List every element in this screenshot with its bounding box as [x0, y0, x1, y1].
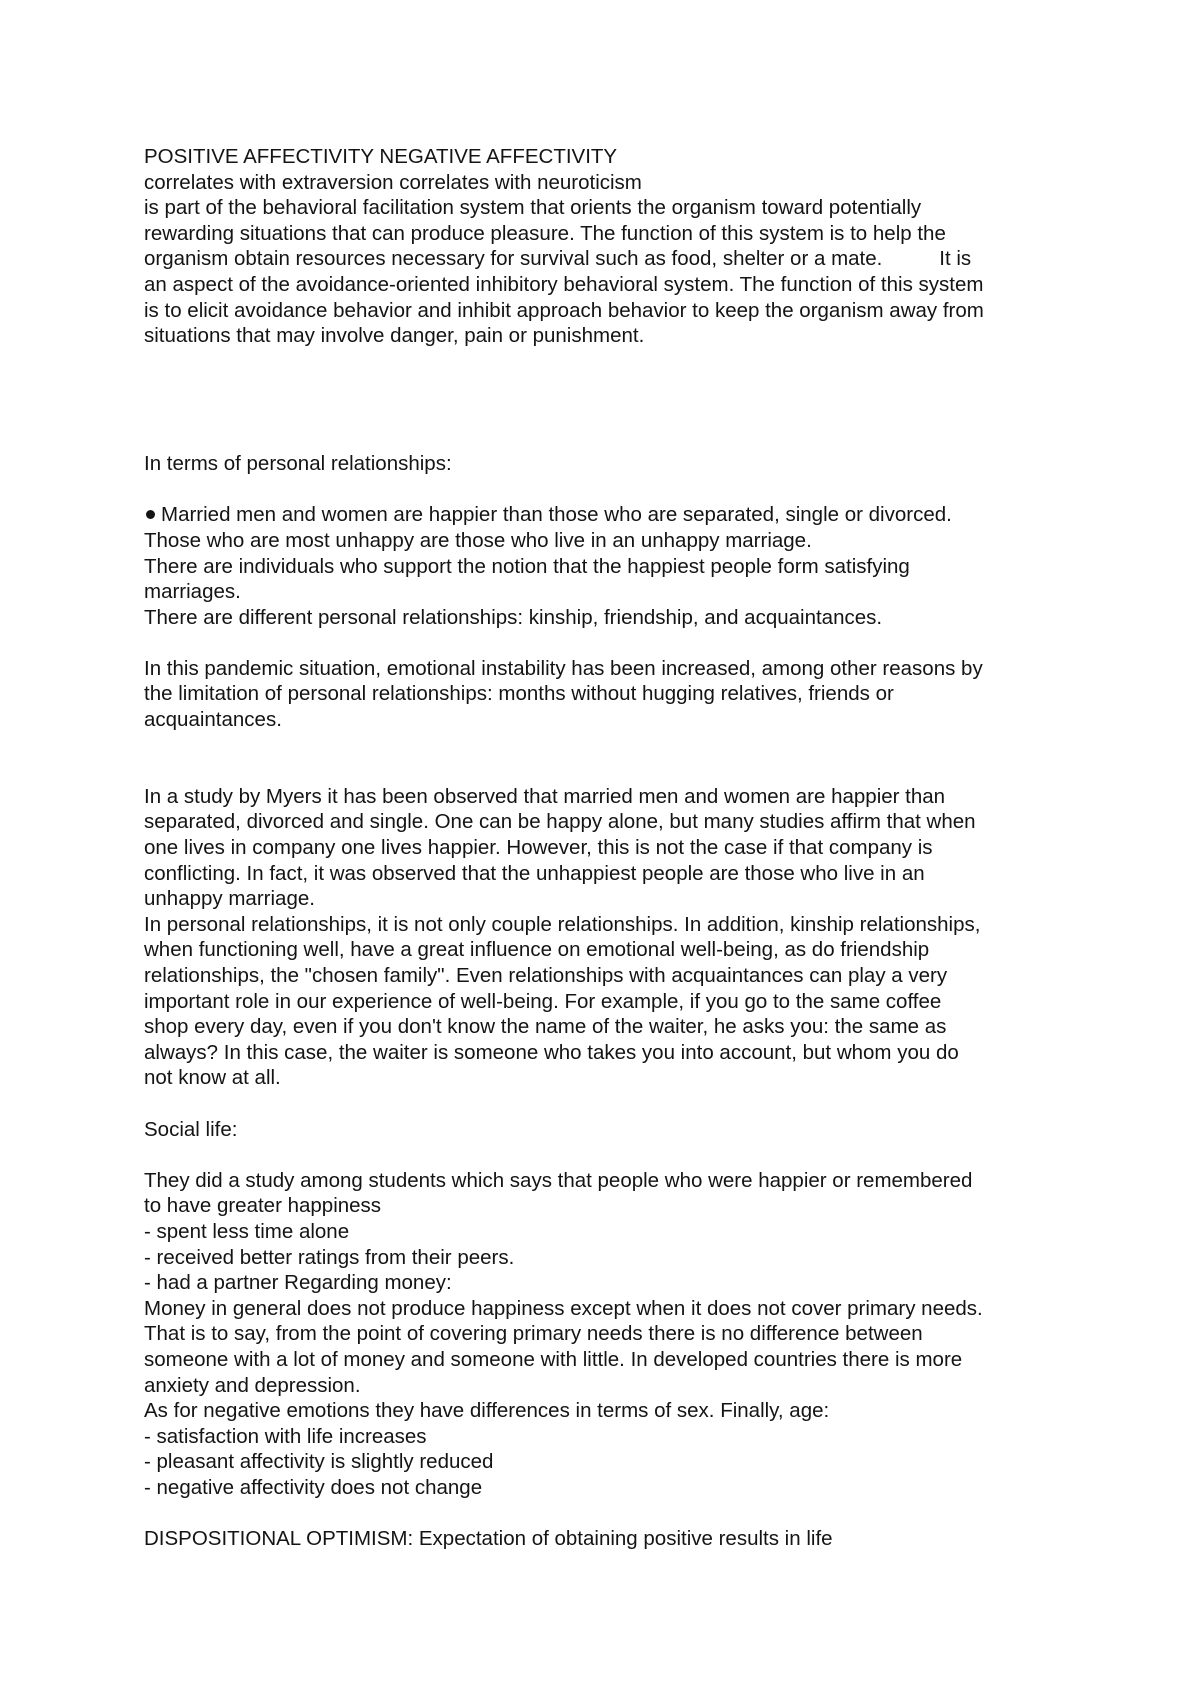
text-line: an aspect of the avoidance-oriented inhibitory behavioral system. The function of this system — [144, 272, 984, 296]
section-heading: POSITIVE AFFECTIVITY NEGATIVE AFFECTIVITY — [144, 145, 618, 168]
bullet-text: Married men and women are happier than those who are separated, single or divorced. — [161, 503, 952, 527]
text-line: As for negative emotions they have differences in terms of sex. Finally, age: — [144, 1399, 830, 1423]
text-line: - spent less time alone — [144, 1219, 350, 1243]
text-line: separated, divorced and single. One can be happy alone, but many studies affirm that when — [144, 810, 976, 834]
text-line: - received better ratings from their peers. — [144, 1245, 515, 1269]
section-heading: Social life: — [144, 1117, 238, 1141]
text-line: Money in general does not produce happiness except when it does not cover primary needs. — [144, 1296, 983, 1320]
text-line: acquaintances. — [144, 708, 282, 732]
text-line: - negative affectivity does not change — [144, 1475, 483, 1499]
text-line: In personal relationships, it is not only couple relationships. In addition, kinship relationships, — [144, 912, 981, 936]
text-line: There are individuals who support the notion that the happiest people form satisfying — [144, 554, 910, 578]
text-line: marriages. — [144, 580, 241, 604]
text-line: is to elicit avoidance behavior and inhibit approach behavior to keep the organism away from — [144, 298, 984, 322]
text-line: one lives in company one lives happier. However, this is not the case if that company is — [144, 836, 933, 860]
text-line: DISPOSITIONAL OPTIMISM: Expectation of obtaining positive results in life — [144, 1527, 833, 1551]
text-line: - had a partner Regarding money: — [144, 1271, 452, 1295]
text-line: shop every day, even if you don't know the name of the waiter, he asks you: the same as — [144, 1015, 947, 1039]
text-line: - satisfaction with life increases — [144, 1424, 427, 1448]
text-line: when functioning well, have a great influence on emotional well-being, as do friendship — [144, 938, 930, 962]
text-line: someone with a lot of money and someone with little. In developed countries there is more — [144, 1347, 963, 1371]
document-body — [144, 144, 1074, 1552]
text-line: relationships, the "chosen family". Even relationships with acquaintances can play a very — [144, 964, 948, 988]
text-line: conflicting. In fact, it was observed that the unhappiest people are those who live in an — [144, 861, 925, 885]
text-line: Those who are most unhappy are those who live in an unhappy marriage. — [144, 528, 812, 552]
text-line: is part of the behavioral facilitation system that orients the organism toward potentially — [144, 196, 922, 220]
text-line: not know at all. — [144, 1066, 281, 1090]
text-line: always? In this case, the waiter is someone who takes you into account, but whom you do — [144, 1040, 959, 1064]
text-line: That is to say, from the point of covering primary needs there is no difference between — [144, 1322, 923, 1346]
text-line: correlates with extraversion correlates with neuroticism — [144, 170, 642, 194]
text-line: situations that may involve danger, pain or punishment. — [144, 324, 645, 348]
text-line: rewarding situations that can produce pleasure. The function of this system is to help the — [144, 221, 946, 245]
bullet-list-item — [144, 502, 1074, 528]
text-line: They did a study among students which says that people who were happier or remembered — [144, 1168, 973, 1192]
text-line: In a study by Myers it has been observed that married men and women are happier than — [144, 784, 946, 808]
text-line: the limitation of personal relationships: months without hugging relatives, friends or — [144, 682, 894, 706]
text-line: There are different personal relationships: kinship, friendship, and acquaintances. — [144, 605, 883, 629]
text-line: - pleasant affectivity is slightly reduced — [144, 1450, 494, 1474]
text-line: important role in our experience of well-being. For example, if you go to the same coffee — [144, 989, 942, 1013]
text-line: to have greater happiness — [144, 1194, 382, 1218]
text-line: anxiety and depression. — [144, 1373, 361, 1397]
bullet-icon — [146, 510, 155, 519]
section-heading: In terms of personal relationships: — [144, 452, 452, 476]
text-line: In this pandemic situation, emotional instability has been increased, among other reasons by — [144, 656, 983, 680]
text-line: organism obtain resources necessary for survival such as food, shelter or a mate. It is — [144, 247, 972, 271]
text-line: unhappy marriage. — [144, 887, 315, 911]
